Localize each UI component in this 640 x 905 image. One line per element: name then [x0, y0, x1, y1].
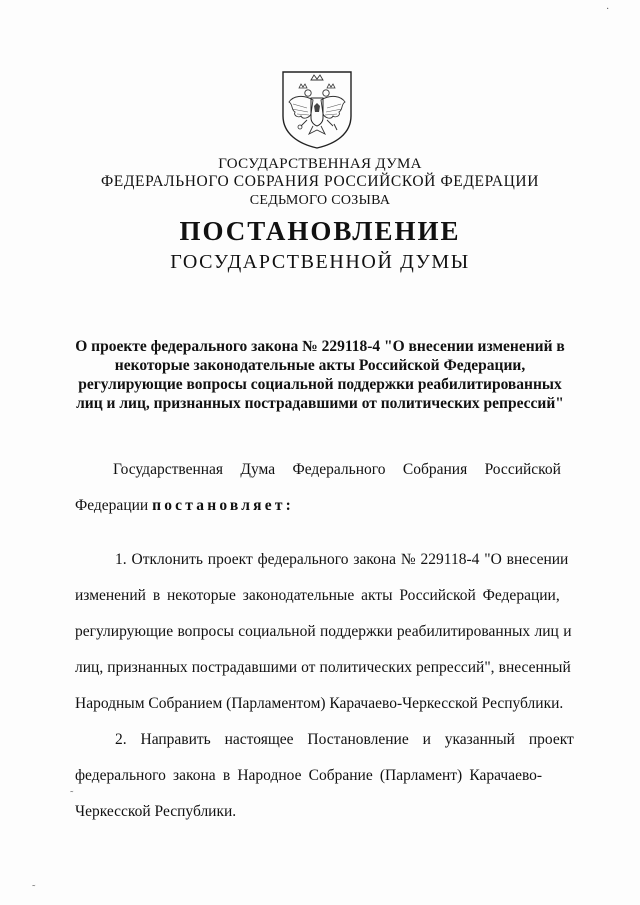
bill-title: [60, 337, 580, 413]
preamble-word: Федерального: [292, 461, 386, 478]
coat-of-arms-icon: [277, 68, 357, 150]
preamble-line-2: [75, 496, 294, 516]
item-1-line-2: изменений в некоторые законодательные акты Российской Федерации,: [75, 587, 560, 604]
resolution-verb: постановляет:: [152, 497, 294, 514]
bill-title-line: лиц и лиц, признанных пострадавшими от политических репрессий": [76, 395, 564, 412]
scan-speck: ˜: [32, 884, 36, 895]
preamble-word: Российской: [484, 461, 561, 478]
item-2-line-2: федерального закона в Народное Собрание (Парламент) Карачаево-: [75, 767, 543, 784]
document-subtitle: ГОСУДАРСТВЕННОЙ ДУМЫ: [170, 251, 470, 273]
org-name-line-1: ГОСУДАРСТВЕННАЯ ДУМА: [218, 156, 422, 172]
convocation-line: СЕДЬМОГО СОЗЫВА: [249, 193, 391, 208]
org-name-line-2: ФЕДЕРАЛЬНОГО СОБРАНИЯ РОССИЙСКОЙ ФЕДЕРАЦИИ: [100, 173, 540, 190]
item-1-line-3: регулирующие вопросы социальной поддержки реабилитированных лиц и: [75, 623, 572, 640]
preamble-word: Собрания: [402, 461, 468, 478]
scan-speck: ˜: [70, 790, 74, 801]
item-2-line-3: Черкесской Республики.: [75, 803, 237, 820]
preamble-line-1: [113, 460, 561, 480]
item-1-line-1: 1. Отклонить проект федерального закона № 229118-4 "О внесении: [115, 551, 569, 568]
document-title: ПОСТАНОВЛЕНИЕ: [179, 216, 461, 246]
bill-title-line: регулирующие вопросы социальной поддержки реабилитированных: [78, 376, 562, 393]
item-1-line-4: лиц, признанных пострадавшими от политических репрессий", внесенный: [75, 659, 571, 676]
bill-title-line: О проекте федерального закона № 229118-4 "О внесении изменений в: [75, 338, 565, 355]
preamble-word: Государственная: [113, 461, 224, 478]
bill-title-line: некоторые законодательные акты Российской Федерации,: [114, 357, 526, 374]
item-1-line-5: Народным Собранием (Парламентом) Карачаево-Черкесской Республики.: [75, 695, 564, 712]
scan-speck: ·: [606, 4, 610, 15]
preamble-word: Дума: [240, 461, 276, 478]
item-2-line-1: 2. Направить настоящее Постановление и указанный проект: [115, 731, 574, 748]
preamble-subject: Федерации: [75, 497, 149, 514]
